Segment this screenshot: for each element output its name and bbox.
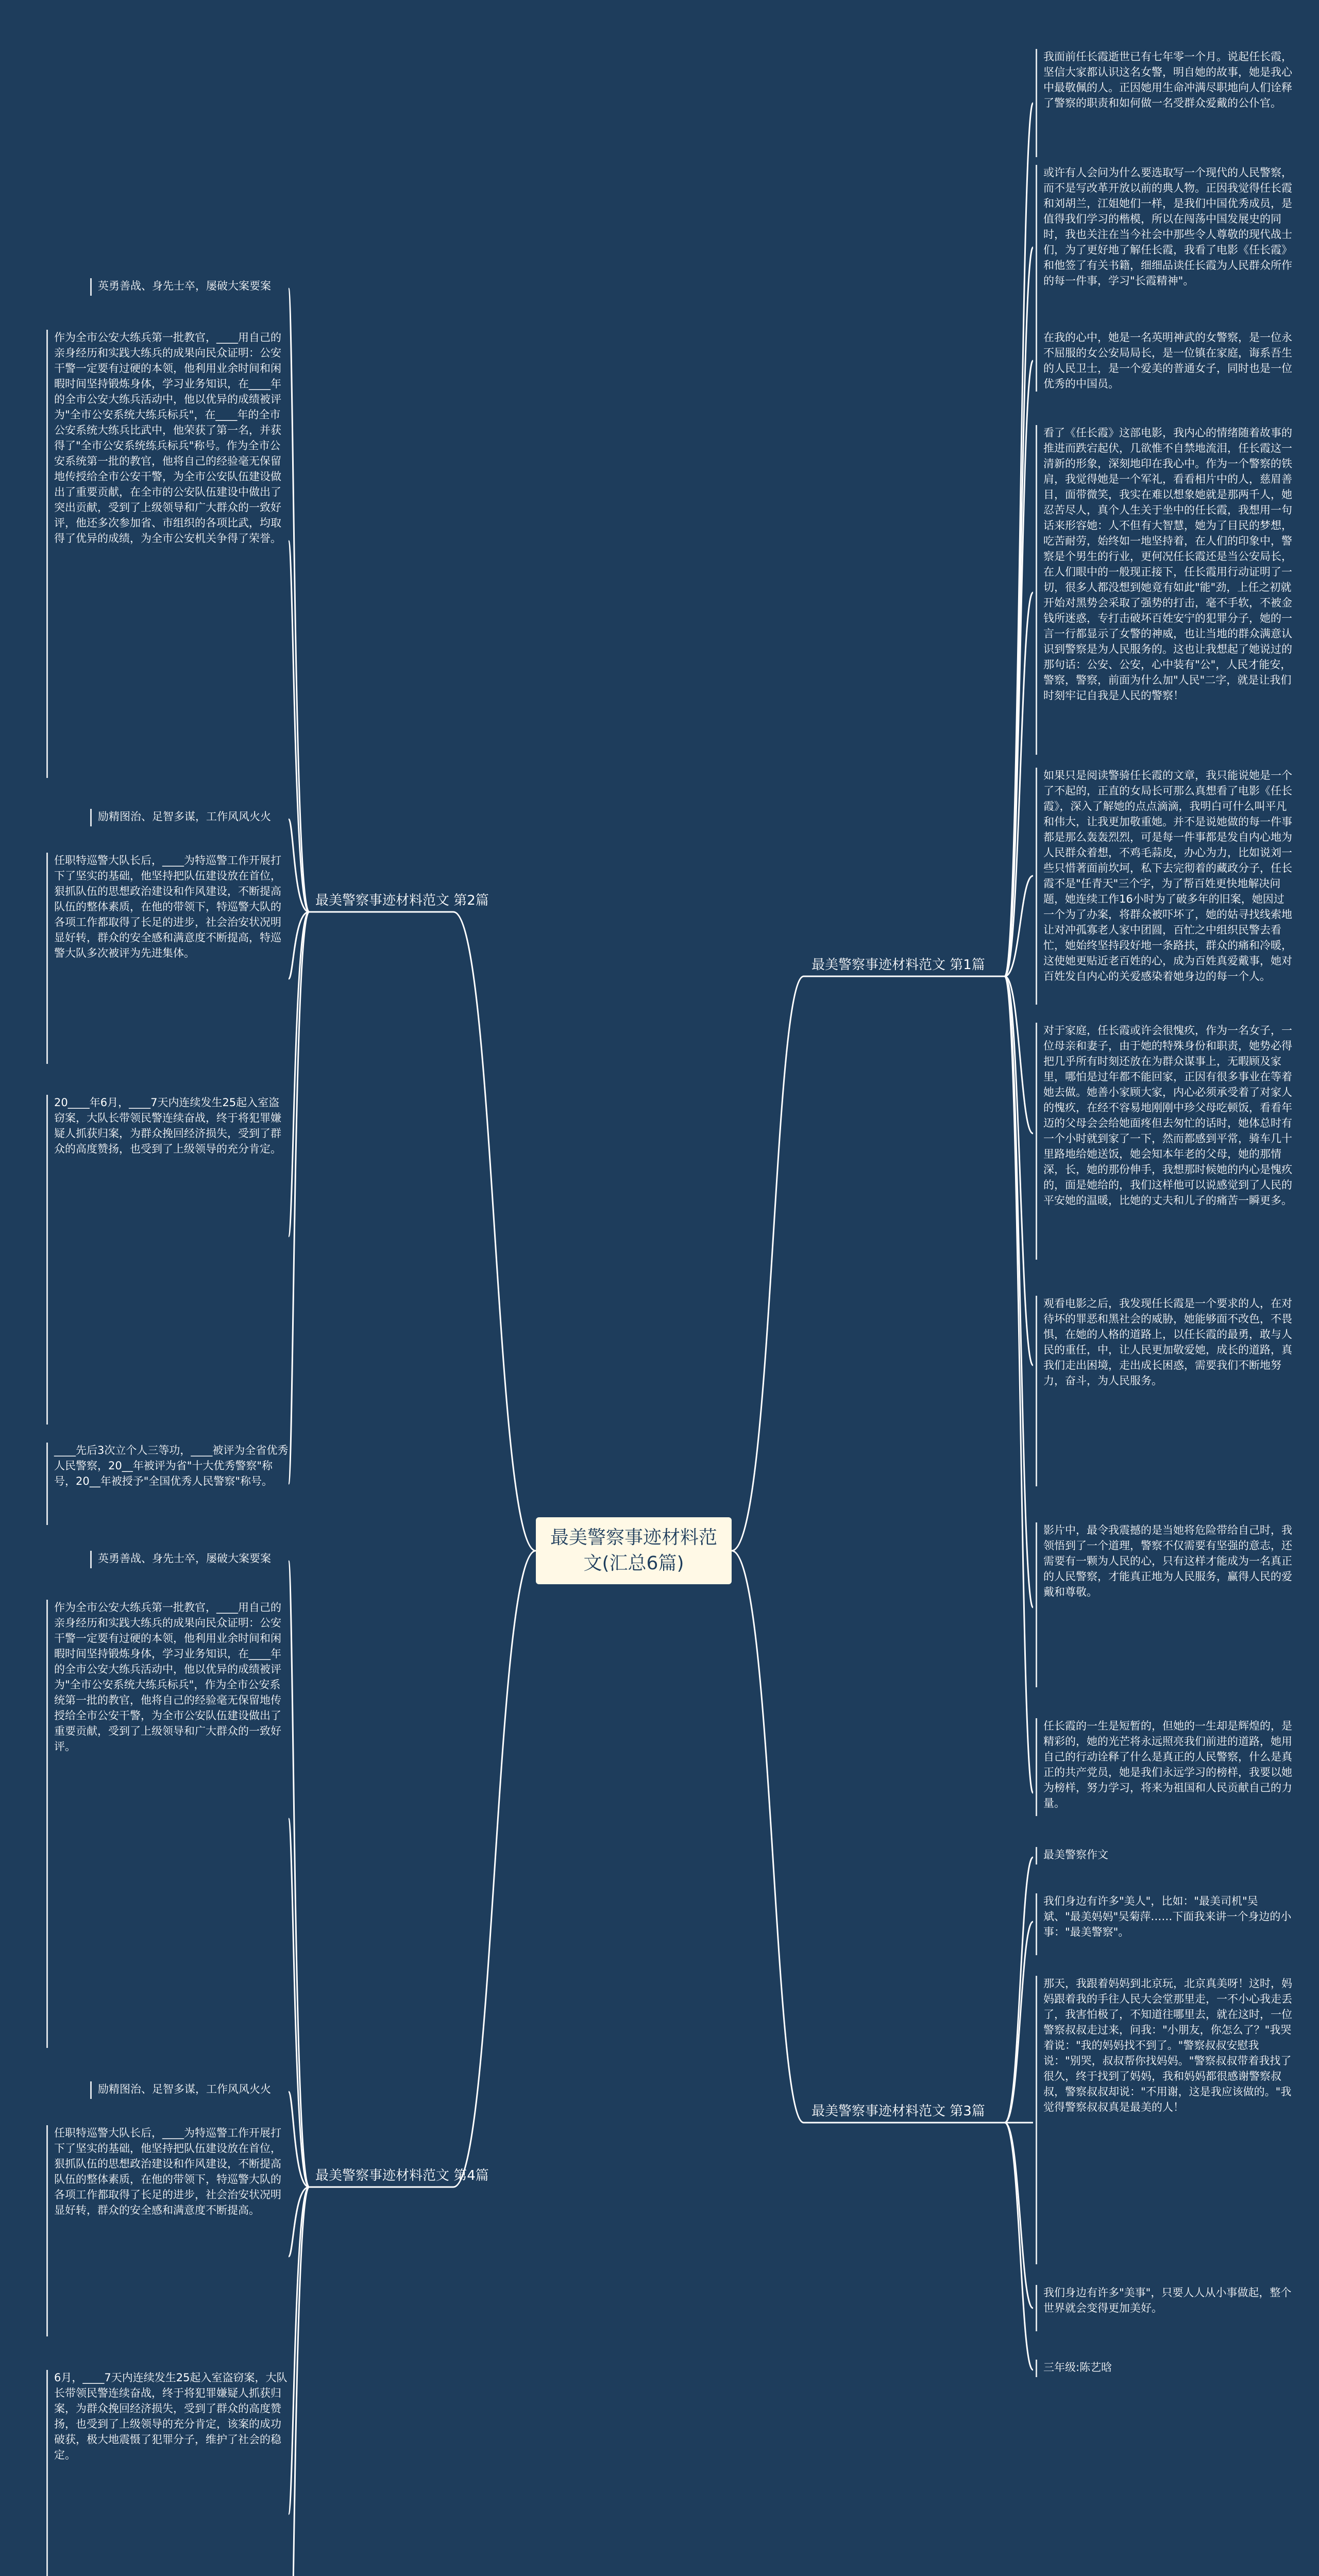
b1-leaf-movie: 看了《任长霞》这部电影，我内心的情绪随着故事的推进而跌宕起伏，几欲惟不自禁地流泪，任长霞这一清新的形象，深刻地印在我心中。作为一个警察的铁肩，我觉得她是一个军礼，看看相片中的人，慈眉善目，面带微笑，我实在难以想象她就是那两千人，她忍苦尽人，真个人生关于坐中的任长霞，我想用一句话来形容她：人不但有大智慧，她为了目民的梦想，吃苦耐劳，始终如一地坚持着，在人们的印象中，警察是个男生的行业，更何况任长霞还是当公安局长，在人们眼中的一般现正接下，任长霞用行动证明了一切，很多人都没想到她竟有如此"能"劲，上任之初就开始对黑势会采取了强势的打击，毫不手软，不被金钱所迷惑，专打击破坏百姓安宁的犯罪分子，她的一言一行都显示了女警的神威，也让当地的群众满意认识到警察是为人民服务的。这也让我想起了她说过的那句话：公安、公安，心中装有"公"，人民才能安，警察，警察，前面为什么加"人民"二字，就是让我们时刻牢记自我是人民的警察！: [1036, 425, 1293, 755]
b4-leaf-body-2: 任职特巡警大队长后，____为特巡警工作开展打下了坚实的基础，他坚持把队伍建设放在首位，狠抓队伍的思想政治建设和作风建设，不断提高队伍的整体素质，在他的带领下，特巡警大队的各项工作都取得了长足的进步，社会治安状况明显好转，群众的安全感和满意度不断提高。: [46, 2125, 289, 2336]
edge-b1-l0: [1005, 103, 1033, 976]
edge-b3-l4: [1005, 2123, 1033, 2370]
b1-leaf-brave: 观看电影之后，我发现任长霞是一个要求的人，在对待坏的罪恶和黑社会的威胁，她能够面不改色，不畏惧，在她的人格的道路上，以任长霞的最勇，敢与人民的重任，中，让人民更加敬爱她，成长的道路，真我们走出困境，走出成长困惑，需要我们不断地努力，奋斗，为人民服务。: [1036, 1296, 1293, 1486]
branch-article-2[interactable]: 最美警察事迹材料范文 第2篇: [315, 893, 489, 908]
b2-leaf-body-2: 任职特巡警大队长后，____为特巡警工作开展打下了坚实的基础，他坚持把队伍建设放在首位，狠抓队伍的思想政治建设和作风建设，不断提高队伍的整体素质，在他的带领下，特巡警大队的各项工作都取得了长足的进步，社会治安状况明显好转，群众的安全感和满意度不断提高，特巡警大队多次被评为先进集体。: [46, 853, 289, 1064]
edge-root-b3: [732, 1551, 804, 2123]
edge-root-b4: [453, 1551, 536, 2187]
b2-leaf-heading-2: 励精图治、足智多谋，工作风风火火: [90, 809, 289, 826]
b3-leaf-author: 三年级:陈艺晗: [1036, 2360, 1293, 2377]
b1-leaf-heart: 在我的心中，她是一名英明神武的女警察，是一位永不屈服的女公安局局长，是一位镇在家庭，诲系吾生的人民卫士，是一个爱美的普通女子，同时也是一位优秀的中国员。: [1036, 330, 1293, 392]
edge-root-b1: [732, 976, 804, 1551]
b3-leaf-story: 那天，我跟着妈妈到北京玩，北京真美呀！这时，妈妈跟着我的手往人民大会堂那里走，一不小心我走丢了，我害怕极了，不知道往哪里去，就在这时，一位警察叔叔走过来，问我："小朋友，你怎么了？"我哭着说："我的妈妈找不到了。"警察叔叔安慰我说："别哭，叔叔帮你找妈妈。"警察叔叔带着我找了很久，终于找到了妈妈，我和妈妈都很感谢警察叔叔，警察叔叔却说："不用谢，这是我应该做的。"我觉得警察叔叔真是最美的人！: [1036, 1976, 1293, 2264]
b4-leaf-body-3: 6月，____7天内连续发生25起入室盗窃案，大队长带领民警连续奋战，终于将犯罪嫌疑人抓获归案，为群众挽回经济损失，受到了群众的高度赞扬，也受到了上级领导的充分肯定，该案的成功破获，极大地震慑了犯罪分子，维护了社会的稳定。: [46, 2370, 289, 2576]
edge-b3-l1: [1005, 1922, 1033, 2123]
branch-article-3[interactable]: 最美警察事迹材料范文 第3篇: [811, 2104, 985, 2119]
edge-b2-l4: [289, 912, 309, 1236]
edge-b4-l4: [289, 2187, 309, 2514]
edge-b4-l1: [289, 1819, 309, 2187]
b1-leaf-why: 或许有人会问为什么要选取写一个现代的人民警察，而不是写改革开放以前的典人物。正因我觉得任长霞和刘胡兰，江姐她们一样，是我们中国优秀成员，是值得我们学习的楷模，所以在闯荡中国发展史的同时，我也关注在当今社会中那些令人尊敬的现代战士们，为了更好地了解任长霞，我看了电影《任长霞》和他签了有关书籍，细细品读任长霞为人民群众所作的每一件事，学习"长霞精神"。: [1036, 165, 1293, 330]
b3-leaf-intro: 我们身边有许多"美人"，比如："最美司机"吴斌、"最美妈妈"吴菊萍……下面我来讲一个身边的小事："最美警察"。: [1036, 1893, 1293, 1955]
edge-b3-l3: [1005, 2123, 1033, 2308]
b3-leaf-conclusion: 我们身边有许多"美事"，只要人人从小事做起，整个世界就会变得更加美好。: [1036, 2285, 1293, 2331]
b4-leaf-body-1: 作为全市公安大练兵第一批教官，____用自己的亲身经历和实践大练兵的成果向民众证明：公安干警一定要有过硬的本领，他利用业余时间和闲暇时间坚持锻炼身体，学习业务知识，在____年的全市公安大练兵活动中，他以优异的成绩被评为"全市公安系统大练兵标兵"，作为全市公安系统第一批的教官，他将自己的经验毫无保留地传授给全市公安干警，为全市公安队伍建设做出了重要贡献，受到了上级领导和广大群众的一致好评。: [46, 1600, 289, 2048]
b4-leaf-heading-2: 励精图治、足智多谋，工作风风火火: [90, 2081, 289, 2099]
b2-leaf-body-3: 20____年6月，____7天内连续发生25起入室盗窃案，大队长带领民警连续奋战，终于将犯罪嫌疑人抓获归案，为群众挽回经济损失，受到了群众的高度赞扬，也受到了上级领导的充分肯定。: [46, 1095, 289, 1425]
b2-leaf-body-4: ____先后3次立个人三等功，____被评为全省优秀人民警察，20__年被评为省"十大优秀警察"称号，20__年被授予"全国优秀人民警察"称号。: [46, 1443, 289, 1525]
b4-leaf-heading-1: 英勇善战、身先士卒，屡破大案要案: [90, 1551, 289, 1568]
branch-article-4[interactable]: 最美警察事迹材料范文 第4篇: [315, 2168, 489, 2183]
edge-b3-l0: [1005, 1857, 1033, 2123]
root-topic[interactable]: 最美警察事迹材料范文(汇总6篇): [536, 1517, 732, 1584]
b3-leaf-title: 最美警察作文: [1036, 1847, 1293, 1865]
b2-leaf-body-1: 作为全市公安大练兵第一批教官，____用自己的亲身经历和实践大练兵的成果向民众证明：公安干警一定要有过硬的本领，他利用业余时间和闲暇时间坚持锻炼身体，学习业务知识，在____年的全市公安大练兵活动中，他以优异的成绩被评为"全市公安系统大练兵标兵"，在____年的全市公安系统大练兵比武中，他荣获了第一名，并获得了"全市公安系统练兵标兵"称号。作为全市公安系统第一批的教官，他将自己的经验毫无保留地传授给全市公安干警，为全市公安队伍建设做出了重要贡献，在全市的公安队伍建设中做出了突出贡献，受到了上级领导和广大群众的一致好评，他还多次参加省、市组织的各项比武，均取得了优异的成绩，为全市公安机关争得了荣誉。: [46, 330, 289, 778]
b1-leaf-shock: 影片中，最令我震撼的是当她将危险带给自己时，我领悟到了一个道理，警察不仅需要有坚强的意志，还需要有一颗为人民的心，只有这样才能成为一名真正的人民警察，才能真正地为人民服务，赢得人民的爱戴和尊敬。: [1036, 1522, 1293, 1687]
edge-root-b2: [453, 912, 536, 1551]
b1-leaf-ordinary: 如果只是阅读警骑任长霞的文章，我只能说她是一个了不起的，正直的女局长可那么真想看了电影《任长霞》，深入了解她的点点滴滴，我明白可什么叫平凡和伟大，让我更加敬重她。并不是说她做的每一件事都是那么轰轰烈烈，可是每一件事都是发自内心地为人民群众着想，不鸡毛蒜皮，办心为力，比如说刘一些只惜著面前坎坷，私下去完彻着的藏政分子，任长霞不是"任青天"三个字，为了帮百姓更快地解决问题，她连续工作16小时为了破多年的旧案，她因过一个为了办案，将群众被吓坏了，她的姑寻找线索地让对冲孤寡老人家中团圆，百忙之中组织民警去看忙，她始终坚持段好地一条路扶，群众的痛和冷暖，这使她更贴近老百姓的心，成为百姓真爱戴事，她对百姓发自内心的关爱感染着她身边的每一个人。: [1036, 768, 1293, 1005]
b2-leaf-heading-1: 英勇善战、身先士卒，屡破大案要案: [90, 278, 289, 296]
b1-leaf-family: 对于家庭，任长霞或许会很愧疚，作为一名女子，一位母亲和妻子，由于她的特殊身份和职责，她势必得把几乎所有时刻还放在为群众谋事上，无暇顾及家里，哪怕是过年都不能回家，正因有很多事业在等着她去做。她善小家顾大家，内心必须承受着了对家人的愧疚，在经不容易地刚刚中珍父母吃顿饭，看看年迈的父母会会给她面疼但去匆忙的话时，她体总时有一个小时就到家了一下，然而都感到平常，骑车几十里路地给她送饭，她会知本年老的父母，她的那情深，长，她的那份伸手，我想那时候她的内心是愧疚的，面是她给的，我们这样他可以说感觉到了人民的平安她的温暖，比她的丈夫和儿子的痛苦一瞬更多。: [1036, 1023, 1293, 1260]
b1-leaf-life: 任长霞的一生是短暂的，但她的一生却是辉煌的，是精彩的，她的光芒将永远照亮我们前进的道路，她用自己的行动诠释了什么是真正的人民警察，什么是真正的共产党员，她是我们永远学习的榜样，我要以她为榜样，努力学习，将来为祖国和人民贡献自己的力量。: [1036, 1718, 1293, 1816]
edge-b1-l8: [1005, 976, 1033, 1793]
branch-article-1[interactable]: 最美警察事迹材料范文 第1篇: [811, 957, 985, 973]
b1-leaf-intro: 我面前任长霞逝世已有七年零一个月。说起任长霞，坚信大家都认识这名女警，明自她的故事，她是我心中最敬佩的人。正因她用生命冲满尽职地向人们诠释了警察的职责和如何做一名受群众爱戴的公仆官。: [1036, 49, 1293, 157]
edge-b2-l1: [289, 541, 309, 912]
